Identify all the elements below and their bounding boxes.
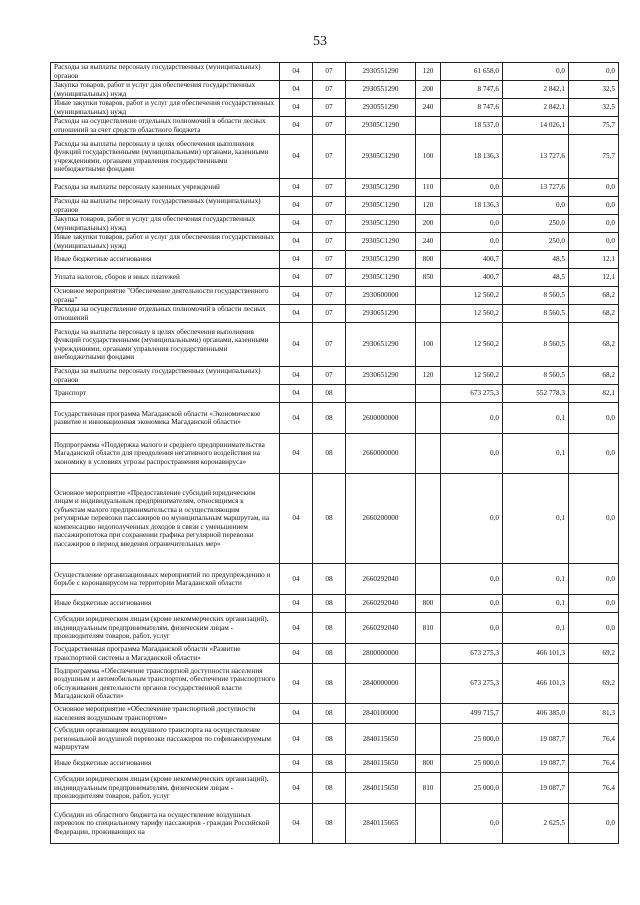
cell-executed: 2 625,5 bbox=[503, 804, 569, 844]
cell-planned: 400,7 bbox=[441, 269, 503, 287]
cell-subsection: 08 bbox=[313, 403, 346, 434]
cell-expense-type: 800 bbox=[416, 755, 441, 773]
cell-section: 04 bbox=[280, 117, 313, 135]
cell-expense-type: 120 bbox=[416, 197, 441, 215]
cell-percent: 32,5 bbox=[569, 99, 619, 117]
cell-percent: 0,0 bbox=[569, 63, 619, 81]
cell-expense-type: 850 bbox=[416, 269, 441, 287]
cell-percent: 75,7 bbox=[569, 135, 619, 179]
cell-name: Государственная программа Магаданской области «Экономическое развитие и инновационная экономика Магаданской области» bbox=[51, 403, 280, 434]
cell-subsection: 08 bbox=[313, 773, 346, 804]
table-row bbox=[51, 664, 619, 704]
cell-expense-type bbox=[416, 804, 441, 844]
cell-executed: 19 087,7 bbox=[503, 773, 569, 804]
cell-planned: 0,0 bbox=[441, 804, 503, 844]
cell-target-article: 2930651290 bbox=[346, 305, 416, 323]
cell-target-article: 29305С1290 bbox=[346, 251, 416, 269]
cell-executed: 0,1 bbox=[503, 434, 569, 474]
cell-planned: 25 000,0 bbox=[441, 773, 503, 804]
cell-section: 04 bbox=[280, 613, 313, 644]
cell-planned: 12 560,2 bbox=[441, 305, 503, 323]
cell-section: 04 bbox=[280, 434, 313, 474]
table-body bbox=[51, 63, 619, 844]
cell-percent: 12,1 bbox=[569, 251, 619, 269]
cell-subsection: 08 bbox=[313, 385, 346, 403]
cell-executed: 466 101,3 bbox=[503, 664, 569, 704]
cell-expense-type bbox=[416, 385, 441, 403]
cell-percent: 76,4 bbox=[569, 724, 619, 755]
cell-subsection: 07 bbox=[313, 233, 346, 251]
cell-name: Подпрограмма «Обеспечение транспортной доступности населения воздушным и автомобильным транспортом, обеспечение транспортного обслуживания деятельности органов государственной власти Магаданской области» bbox=[51, 664, 280, 704]
cell-target-article: 2930551290 bbox=[346, 63, 416, 81]
cell-subsection: 07 bbox=[313, 215, 346, 233]
cell-executed: 552 778,3 bbox=[503, 385, 569, 403]
cell-name: Основное мероприятие «Обеспечение транспортной доступности населения воздушным транспортом» bbox=[51, 704, 280, 724]
cell-executed: 2 842,1 bbox=[503, 99, 569, 117]
cell-target-article: 2660200000 bbox=[346, 474, 416, 564]
cell-subsection: 08 bbox=[313, 704, 346, 724]
cell-percent: 69,2 bbox=[569, 664, 619, 704]
cell-expense-type: 200 bbox=[416, 81, 441, 99]
cell-expense-type bbox=[416, 117, 441, 135]
cell-percent: 68,2 bbox=[569, 287, 619, 305]
cell-name: Расходы на выплаты персоналу в целях обеспечения выполнения функций государственными (муниципальными) органами, казенными учреждениями, органами управления государственными внебюджетными фондами bbox=[51, 135, 280, 179]
cell-target-article: 29305С1290 bbox=[346, 117, 416, 135]
cell-section: 04 bbox=[280, 804, 313, 844]
cell-percent: 75,7 bbox=[569, 117, 619, 135]
cell-planned: 499 715,7 bbox=[441, 704, 503, 724]
cell-expense-type: 110 bbox=[416, 179, 441, 197]
cell-executed: 0,1 bbox=[503, 474, 569, 564]
cell-section: 04 bbox=[280, 233, 313, 251]
cell-target-article: 2930600000 bbox=[346, 287, 416, 305]
cell-target-article: 2930651290 bbox=[346, 367, 416, 385]
cell-subsection: 08 bbox=[313, 595, 346, 613]
cell-planned: 0,0 bbox=[441, 403, 503, 434]
cell-name: Иные бюджетные ассигнования bbox=[51, 755, 280, 773]
cell-name: Государственная программа Магаданской области «Развитие транспортной системы в Магаданской области» bbox=[51, 644, 280, 664]
cell-section: 04 bbox=[280, 755, 313, 773]
cell-percent: 68,2 bbox=[569, 305, 619, 323]
cell-section: 04 bbox=[280, 269, 313, 287]
table-row bbox=[51, 613, 619, 644]
cell-percent: 68,2 bbox=[569, 323, 619, 367]
cell-target-article: 2800000000 bbox=[346, 644, 416, 664]
table-row bbox=[51, 564, 619, 595]
cell-section: 04 bbox=[280, 403, 313, 434]
cell-section: 04 bbox=[280, 323, 313, 367]
cell-subsection: 07 bbox=[313, 287, 346, 305]
cell-target-article: 29305С1290 bbox=[346, 215, 416, 233]
cell-target-article: 2840100000 bbox=[346, 704, 416, 724]
cell-name: Субсидии из областного бюджета на осуществление воздушных перевозок по специальному тарифу пассажиров - граждан Российской Федерации, проживающих на bbox=[51, 804, 280, 844]
cell-subsection: 07 bbox=[313, 367, 346, 385]
cell-percent: 12,1 bbox=[569, 269, 619, 287]
cell-subsection: 08 bbox=[313, 664, 346, 704]
cell-subsection: 08 bbox=[313, 434, 346, 474]
cell-executed: 13 727,6 bbox=[503, 179, 569, 197]
cell-executed: 48,5 bbox=[503, 251, 569, 269]
cell-executed: 19 087,7 bbox=[503, 755, 569, 773]
cell-expense-type bbox=[416, 644, 441, 664]
cell-target-article: 2930551290 bbox=[346, 81, 416, 99]
cell-subsection: 08 bbox=[313, 613, 346, 644]
cell-expense-type bbox=[416, 564, 441, 595]
cell-name: Основное мероприятие «Предоставление субсидий юридическим лицам и индивидуальным предпринимателям, относящимся к субъектам малого предпринимательства и осуществляющим регулярные перевозки пассажиров по муниципальным маршрутам, на компенсацию недополученных доходов в связи с уменьшением пассажиропотока при сохранении графика регулярной перевозки пассажиров в период введения ограничительных мер» bbox=[51, 474, 280, 564]
cell-planned: 0,0 bbox=[441, 434, 503, 474]
cell-name: Осуществление организационных мероприятий по предупреждению и борьбе с коронавирусом на территории Магаданской области bbox=[51, 564, 280, 595]
cell-planned: 12 560,2 bbox=[441, 323, 503, 367]
cell-section: 04 bbox=[280, 367, 313, 385]
cell-target-article: 2840000000 bbox=[346, 664, 416, 704]
cell-target-article: 2660292040 bbox=[346, 564, 416, 595]
cell-section: 04 bbox=[280, 595, 313, 613]
cell-name: Расходы на выплаты персоналу казенных учреждений bbox=[51, 179, 280, 197]
cell-executed: 0,1 bbox=[503, 564, 569, 595]
cell-target-article: 2930651290 bbox=[346, 323, 416, 367]
cell-expense-type bbox=[416, 287, 441, 305]
cell-subsection: 07 bbox=[313, 99, 346, 117]
cell-name: Субсидии юридическим лицам (кроме некоммерческих организаций), индивидуальным предпринимателям, физическим лицам - производителям товаров, работ, услуг bbox=[51, 613, 280, 644]
cell-planned: 0,0 bbox=[441, 474, 503, 564]
cell-executed: 250,0 bbox=[503, 215, 569, 233]
cell-planned: 18 537,0 bbox=[441, 117, 503, 135]
cell-planned: 0,0 bbox=[441, 613, 503, 644]
cell-subsection: 08 bbox=[313, 724, 346, 755]
cell-percent: 0,0 bbox=[569, 564, 619, 595]
cell-expense-type: 100 bbox=[416, 135, 441, 179]
cell-expense-type: 120 bbox=[416, 367, 441, 385]
cell-subsection: 08 bbox=[313, 474, 346, 564]
cell-percent: 81,3 bbox=[569, 704, 619, 724]
table-row bbox=[51, 179, 619, 197]
cell-target-article: 2840115650 bbox=[346, 724, 416, 755]
cell-name: Подпрограмма «Поддержка малого и среднего предпринимательства Магаданской области для преодоления негативного воздействия на экономику в условиях угрозы распространения коронавируса» bbox=[51, 434, 280, 474]
cell-percent: 0,0 bbox=[569, 403, 619, 434]
cell-section: 04 bbox=[280, 63, 313, 81]
cell-expense-type bbox=[416, 305, 441, 323]
cell-executed: 8 560,5 bbox=[503, 305, 569, 323]
cell-section: 04 bbox=[280, 287, 313, 305]
cell-executed: 13 727,6 bbox=[503, 135, 569, 179]
cell-planned: 0,0 bbox=[441, 233, 503, 251]
table-row bbox=[51, 117, 619, 135]
cell-executed: 14 026,1 bbox=[503, 117, 569, 135]
table-row bbox=[51, 804, 619, 844]
cell-planned: 673 275,3 bbox=[441, 385, 503, 403]
cell-planned: 25 000,0 bbox=[441, 724, 503, 755]
cell-name: Иные закупки товаров, работ и услуг для обеспечения государственных (муниципальных) нужд bbox=[51, 99, 280, 117]
cell-percent: 0,0 bbox=[569, 434, 619, 474]
cell-planned: 18 136,3 bbox=[441, 197, 503, 215]
table-row bbox=[51, 63, 619, 81]
cell-section: 04 bbox=[280, 644, 313, 664]
cell-target-article: 2660292040 bbox=[346, 613, 416, 644]
cell-planned: 0,0 bbox=[441, 215, 503, 233]
cell-expense-type: 240 bbox=[416, 233, 441, 251]
cell-target-article: 29305С1290 bbox=[346, 197, 416, 215]
cell-executed: 406 385,0 bbox=[503, 704, 569, 724]
table-row bbox=[51, 724, 619, 755]
cell-name: Закупка товаров, работ и услуг для обеспечения государственных (муниципальных) нужд bbox=[51, 215, 280, 233]
cell-section: 04 bbox=[280, 305, 313, 323]
cell-subsection: 07 bbox=[313, 135, 346, 179]
cell-name: Расходы на выплаты персоналу государственных (муниципальных) органов bbox=[51, 63, 280, 81]
cell-planned: 0,0 bbox=[441, 595, 503, 613]
cell-name: Расходы на осуществление отдельных полномочий в области лесных отношений bbox=[51, 305, 280, 323]
cell-target-article bbox=[346, 385, 416, 403]
cell-expense-type bbox=[416, 704, 441, 724]
cell-section: 04 bbox=[280, 385, 313, 403]
cell-percent: 0,0 bbox=[569, 215, 619, 233]
cell-executed: 19 087,7 bbox=[503, 724, 569, 755]
cell-subsection: 07 bbox=[313, 269, 346, 287]
table-row bbox=[51, 99, 619, 117]
cell-target-article: 2660292040 bbox=[346, 595, 416, 613]
cell-percent: 0,0 bbox=[569, 804, 619, 844]
cell-name: Расходы на выплаты персоналу государственных (муниципальных) органов bbox=[51, 197, 280, 215]
cell-planned: 25 000,0 bbox=[441, 755, 503, 773]
cell-executed: 250,0 bbox=[503, 233, 569, 251]
cell-percent: 76,4 bbox=[569, 755, 619, 773]
cell-section: 04 bbox=[280, 704, 313, 724]
cell-subsection: 07 bbox=[313, 63, 346, 81]
table-row bbox=[51, 287, 619, 305]
cell-name: Расходы на осуществление отдельных полномочий в области лесных отношений за счет средств областного бюджета bbox=[51, 117, 280, 135]
table-row bbox=[51, 233, 619, 251]
cell-percent: 0,0 bbox=[569, 179, 619, 197]
cell-percent: 0,0 bbox=[569, 197, 619, 215]
cell-planned: 8 747,6 bbox=[441, 99, 503, 117]
cell-name: Закупка товаров, работ и услуг для обеспечения государственных (муниципальных) нужд bbox=[51, 81, 280, 99]
cell-percent: 76,4 bbox=[569, 773, 619, 804]
cell-expense-type: 800 bbox=[416, 251, 441, 269]
table-row bbox=[51, 215, 619, 233]
cell-executed: 0,1 bbox=[503, 613, 569, 644]
cell-planned: 673 275,3 bbox=[441, 644, 503, 664]
cell-planned: 0,0 bbox=[441, 179, 503, 197]
table-row bbox=[51, 644, 619, 664]
table-row bbox=[51, 755, 619, 773]
cell-subsection: 08 bbox=[313, 755, 346, 773]
cell-name: Транспорт bbox=[51, 385, 280, 403]
cell-section: 04 bbox=[280, 474, 313, 564]
cell-name: Расходы на выплаты персоналу в целях обеспечения выполнения функций государственными (муниципальными) органами, казенными учреждениями, органами управления государственными внебюджетными фондами bbox=[51, 323, 280, 367]
cell-planned: 12 560,2 bbox=[441, 367, 503, 385]
cell-expense-type: 800 bbox=[416, 595, 441, 613]
cell-planned: 673 275,3 bbox=[441, 664, 503, 704]
cell-target-article: 2840115650 bbox=[346, 773, 416, 804]
cell-target-article: 29305С1290 bbox=[346, 135, 416, 179]
cell-section: 04 bbox=[280, 664, 313, 704]
cell-name: Расходы на выплаты персоналу государственных (муниципальных) органов bbox=[51, 367, 280, 385]
cell-target-article: 2930551290 bbox=[346, 99, 416, 117]
cell-percent: 0,0 bbox=[569, 613, 619, 644]
table-row bbox=[51, 323, 619, 367]
cell-planned: 0,0 bbox=[441, 564, 503, 595]
cell-section: 04 bbox=[280, 773, 313, 804]
cell-subsection: 07 bbox=[313, 117, 346, 135]
cell-executed: 8 560,5 bbox=[503, 323, 569, 367]
cell-target-article: 2600000000 bbox=[346, 403, 416, 434]
page-number: 53 bbox=[313, 34, 327, 49]
cell-name: Иные закупки товаров, работ и услуг для обеспечения государственных (муниципальных) нужд bbox=[51, 233, 280, 251]
cell-planned: 8 747,6 bbox=[441, 81, 503, 99]
table-row bbox=[51, 704, 619, 724]
cell-target-article: 2660000000 bbox=[346, 434, 416, 474]
cell-executed: 8 560,5 bbox=[503, 287, 569, 305]
table-row bbox=[51, 251, 619, 269]
cell-planned: 18 136,3 bbox=[441, 135, 503, 179]
budget-table bbox=[50, 62, 619, 844]
cell-expense-type: 120 bbox=[416, 63, 441, 81]
cell-name: Основное мероприятие "Обеспечение деятельности государственного органа" bbox=[51, 287, 280, 305]
cell-subsection: 07 bbox=[313, 305, 346, 323]
cell-expense-type bbox=[416, 474, 441, 564]
cell-percent: 0,0 bbox=[569, 474, 619, 564]
cell-subsection: 07 bbox=[313, 323, 346, 367]
cell-executed: 0,1 bbox=[503, 595, 569, 613]
cell-section: 04 bbox=[280, 135, 313, 179]
cell-subsection: 08 bbox=[313, 564, 346, 595]
cell-expense-type: 810 bbox=[416, 613, 441, 644]
cell-expense-type bbox=[416, 724, 441, 755]
cell-subsection: 07 bbox=[313, 81, 346, 99]
cell-target-article: 2840115650 bbox=[346, 755, 416, 773]
cell-expense-type bbox=[416, 403, 441, 434]
cell-section: 04 bbox=[280, 564, 313, 595]
table-row bbox=[51, 474, 619, 564]
cell-name: Иные бюджетные ассигнования bbox=[51, 595, 280, 613]
cell-subsection: 07 bbox=[313, 197, 346, 215]
cell-subsection: 08 bbox=[313, 804, 346, 844]
cell-expense-type: 100 bbox=[416, 323, 441, 367]
cell-expense-type bbox=[416, 434, 441, 474]
cell-executed: 466 101,3 bbox=[503, 644, 569, 664]
cell-expense-type: 810 bbox=[416, 773, 441, 804]
cell-percent: 0,0 bbox=[569, 595, 619, 613]
cell-percent: 82,1 bbox=[569, 385, 619, 403]
cell-target-article: 2840115665 bbox=[346, 804, 416, 844]
cell-expense-type: 200 bbox=[416, 215, 441, 233]
cell-expense-type bbox=[416, 664, 441, 704]
cell-section: 04 bbox=[280, 197, 313, 215]
table-row bbox=[51, 269, 619, 287]
cell-section: 04 bbox=[280, 81, 313, 99]
cell-subsection: 07 bbox=[313, 179, 346, 197]
table-row bbox=[51, 197, 619, 215]
cell-percent: 68,2 bbox=[569, 367, 619, 385]
cell-section: 04 bbox=[280, 99, 313, 117]
table-row bbox=[51, 434, 619, 474]
cell-planned: 61 658,0 bbox=[441, 63, 503, 81]
table-row bbox=[51, 367, 619, 385]
cell-executed: 0,0 bbox=[503, 197, 569, 215]
cell-name: Уплата налогов, сборов и иных платежей bbox=[51, 269, 280, 287]
cell-executed: 8 560,5 bbox=[503, 367, 569, 385]
table-row bbox=[51, 135, 619, 179]
table-row bbox=[51, 305, 619, 323]
cell-percent: 32,5 bbox=[569, 81, 619, 99]
cell-subsection: 08 bbox=[313, 644, 346, 664]
cell-executed: 0,1 bbox=[503, 403, 569, 434]
cell-target-article: 29305С1290 bbox=[346, 233, 416, 251]
table-row bbox=[51, 595, 619, 613]
cell-target-article: 29305С1290 bbox=[346, 269, 416, 287]
table-row bbox=[51, 81, 619, 99]
cell-subsection: 07 bbox=[313, 251, 346, 269]
cell-executed: 48,5 bbox=[503, 269, 569, 287]
cell-executed: 2 842,1 bbox=[503, 81, 569, 99]
cell-section: 04 bbox=[280, 251, 313, 269]
table-row bbox=[51, 385, 619, 403]
table-row bbox=[51, 773, 619, 804]
cell-name: Субсидии организациям воздушного транспорта на осуществление региональной воздушной перевозки пассажиров по софинансируемым маршрутам bbox=[51, 724, 280, 755]
cell-section: 04 bbox=[280, 215, 313, 233]
cell-executed: 0,0 bbox=[503, 63, 569, 81]
cell-name: Субсидии юридическим лицам (кроме некоммерческих организаций), индивидуальным предпринимателям, физическим лицам - производителям товаров, работ, услуг bbox=[51, 773, 280, 804]
cell-expense-type: 240 bbox=[416, 99, 441, 117]
cell-percent: 0,0 bbox=[569, 233, 619, 251]
cell-planned: 400,7 bbox=[441, 251, 503, 269]
cell-percent: 69,2 bbox=[569, 644, 619, 664]
cell-planned: 12 560,2 bbox=[441, 287, 503, 305]
cell-section: 04 bbox=[280, 724, 313, 755]
cell-section: 04 bbox=[280, 179, 313, 197]
table-row bbox=[51, 403, 619, 434]
cell-target-article: 29305С1290 bbox=[346, 179, 416, 197]
cell-name: Иные бюджетные ассигнования bbox=[51, 251, 280, 269]
